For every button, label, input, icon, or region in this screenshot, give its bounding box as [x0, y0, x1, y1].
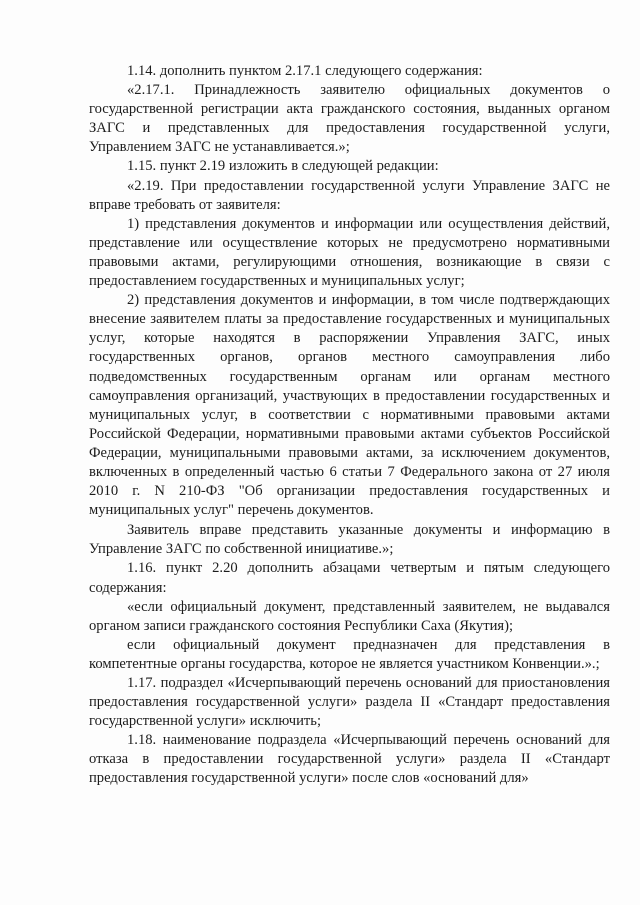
paragraph-1-14: 1.14. дополнить пунктом 2.17.1 следующего содержания:: [127, 63, 483, 79]
paragraph-1-15: 1.15. пункт 2.19 изложить в следующей редакции:: [127, 158, 439, 175]
paragraph-item-2: 2) представления документов и информации, в том числе подтверждающих внесение заявителем платы за предоставление государственных и муниципальных услуг, которые находятся в распоряжении Управления ЗАГС, иных государственных органов, органов местного самоуправления либо подведомственных государственным органам или органам местного самоуправления организаций, участвующих в предоставлении государственных и муниципальных услуг, в соответствии с нормативными правовыми актами Российской Федерации, нормативными правовыми актами субъектов Российской Федерации, муниципальными правовыми актами, за исключением документов, включенных в определенный частью 6 статьи 7 Федерального закона от 27 июля 2010 г. N 210-ФЗ "Об организации предоставления государственных и муниципальных услуг" перечень документов.: [89, 292, 610, 519]
paragraph-1-18: 1.18. наименование подраздела «Исчерпывающий перечень оснований для отказа в предоставлении государственной услуги» раздела II «Стандарт предоставления государственной услуги» после слов «оснований для»: [89, 732, 610, 787]
paragraph-2-17-1: «2.17.1. Принадлежность заявителю официальных документов о государственной регистрации акта гражданского состояния, выданных органом ЗАГС и представленных для предоставления государственной услуги, Управлением ЗАГС не устанавливается.»;: [89, 82, 610, 156]
paragraph-item-1: 1) представления документов и информации или осуществления действий, представление или осуществление которых не предусмотрено нормативными правовыми актами, регулирующими отношения, возникающие в связи с предоставлением государственных и муниципальных услуг;: [89, 215, 610, 290]
paragraph-applicant-right: Заявитель вправе представить указанные документы и информацию в Управление ЗАГС по собственной инициативе.»;: [89, 522, 610, 558]
paragraph-1-17: 1.17. подраздел «Исчерпывающий перечень оснований для приостановления предоставления государственной услуги» раздела II «Стандарт предоставления государственной услуги» исключить;: [89, 675, 610, 730]
paragraph-1-16: 1.16. пункт 2.20 дополнить абзацами четвертым и пятым следующего содержания:: [89, 560, 610, 596]
paragraph-convention: если официальный документ предназначен для представления в компетентные органы государства, которое не является участником Конвенции.».;: [89, 636, 610, 672]
paragraph-official-document: «если официальный документ, представленный заявителем, не выдавался органом записи гражданского состояния Республики Саха (Якутия);: [89, 598, 610, 634]
document-page: [89, 62, 610, 789]
paragraph-2-19: «2.19. При предоставлении государственной услуги Управление ЗАГС не вправе требовать от заявителя:: [89, 177, 610, 213]
